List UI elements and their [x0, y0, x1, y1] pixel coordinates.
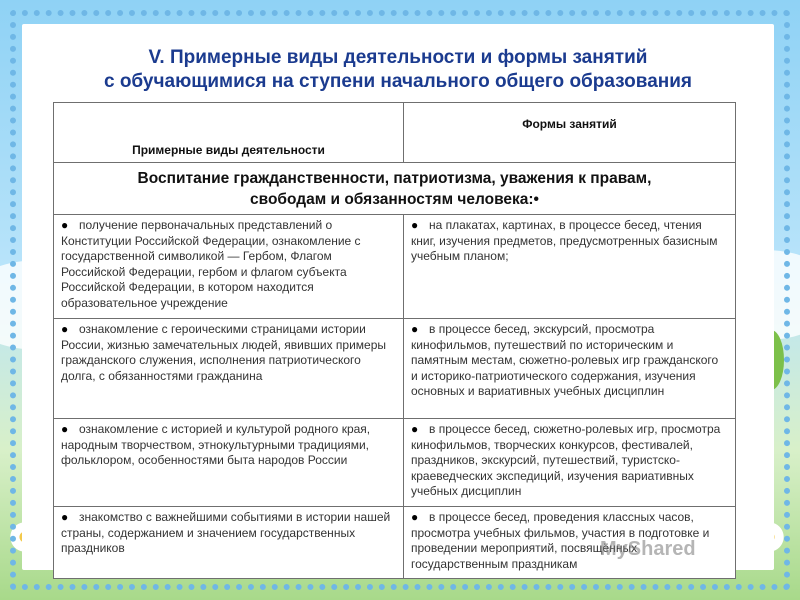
- forms-cell: [404, 319, 736, 419]
- page-title: [22, 46, 774, 94]
- bullet-icon: ●: [61, 322, 69, 336]
- forms-text: на плакатах, картинах, в процессе бесед, чтения книг, изучения предметов, предусмотренных базисным учебным планом;: [411, 218, 718, 263]
- watermark-logo: MyShared: [600, 538, 696, 560]
- activity-text: получение первоначальных представлений о Конституции Российской Федерации, ознакомление с государственной символикой — Гербом, Флагом Российской Федерации, гербом и флагом субъекта Российской Федерации, в котором находится образовательное учреждение: [61, 218, 361, 310]
- activity-text: знакомство с важнейшими событиями в истории нашей страны, содержанием и значением государственных праздников: [61, 510, 391, 555]
- table-header-row: [54, 103, 736, 163]
- bullet-icon: ●: [61, 510, 69, 524]
- activity-cell: [54, 215, 404, 319]
- table-row: [54, 419, 736, 507]
- forms-cell: [404, 419, 736, 507]
- activity-text: ознакомление с историей и культурой родного края, народным творчеством, этнокультурными традициями, фольклором, особенностями быта народов России: [61, 422, 371, 467]
- forms-text: в процессе бесед, экскурсий, просмотра кинофильмов, путешествий по историческим и памятным местам, сюжетно-ролевых игр гражданского и историко-патриотического содержания, изучения основных и вариативных учебных дисциплин: [411, 322, 719, 398]
- section-title-line-2: свободам и обязанностям человека:•: [250, 191, 539, 208]
- title-line-2: с обучающимися на ступени начального общего образования: [103, 71, 693, 92]
- activity-cell: [54, 319, 404, 419]
- bullet-icon: ●: [411, 510, 419, 524]
- activity-text: ознакомление с героическими страницами истории России, жизнью замечательных людей, явивших примеры гражданского служения, исполнения патриотического долга, с обязанностями гражданина: [61, 322, 387, 383]
- activity-cell: [54, 507, 404, 579]
- column-header-activities: Примерные виды деятельности: [54, 103, 404, 163]
- bullet-icon: ●: [411, 218, 419, 232]
- bullet-icon: ●: [411, 422, 419, 436]
- section-title-line-1: Воспитание гражданственности, патриотизма, уважения к правам,: [137, 170, 652, 187]
- title-line-1: V. Примерные виды деятельности и формы занятий: [148, 47, 648, 68]
- bullet-icon: ●: [61, 218, 69, 232]
- forms-cell: [404, 215, 736, 319]
- table-row: [54, 319, 736, 419]
- forms-text: в процессе бесед, сюжетно-ролевых игр, просмотра кинофильмов, творческих конкурсов, фестивалей, праздников, экскурсий, путешествий, туристско-краеведческих экспедиций, изучения вариативных учебных дисциплин: [411, 422, 721, 498]
- section-title: [54, 163, 736, 215]
- forms-text: в процессе бесед, проведения классных часов, просмотра учебных фильмов, участия в подготовке и проведении мероприятий, посвящённых государственным праздникам: [411, 510, 710, 571]
- bullet-icon: ●: [411, 322, 419, 336]
- table-row: [54, 215, 736, 319]
- activity-cell: [54, 419, 404, 507]
- bullet-icon: ●: [61, 422, 69, 436]
- section-header-row: [54, 163, 736, 215]
- activities-table: [53, 102, 736, 579]
- column-header-forms: Формы занятий: [404, 103, 736, 163]
